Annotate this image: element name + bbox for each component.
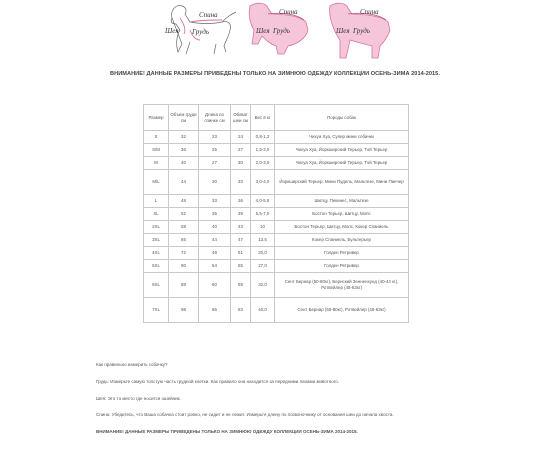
dog-neck-label: Шея [165,27,179,35]
cell-back-length: 23 [199,131,231,144]
cell-neck: 47 [231,234,251,247]
cell-breeds: Чихуа Хуа, Йоркширский Терьер, Той Терьер [275,144,409,157]
cell-neck: 36 [231,195,251,208]
cell-chest: 58 [169,221,199,234]
dog-back-label: Спина [199,11,218,19]
cell-chest: 32 [169,131,199,144]
header-neck: Обхват шеи см [231,105,251,131]
cell-weight: 20,0 [251,247,275,260]
cell-chest: 80 [169,260,199,273]
cell-weight: 0,8-1,2 [251,131,275,144]
cell-breeds: Кокер Спаниель, Бультерьер [275,234,409,247]
cell-neck: 51 [231,247,251,260]
note-chest: Грудь: Измерьте самую толстую часть грудной клетки. Как правило она находится за передними лапами животного. [96,379,339,384]
cell-neck: 33 [231,170,251,195]
size-table [143,104,409,323]
cell-weight: 4,0-5,5 [251,195,275,208]
cell-neck: 55 [231,260,251,273]
cell-weight: 10 [251,221,275,234]
cell-weight: 1,5-2,0 [251,144,275,157]
cell-neck: 59 [231,273,251,298]
cell-back-length: 30 [199,170,231,195]
cell-weight: 27,0 [251,260,275,273]
cell-breeds: Сент Бернар (50-80кг), Бернский Зенненхунд (40-44 кг), Ротвейлер (45-63кг) [275,273,409,298]
table-row [144,208,409,221]
table-row [144,273,409,298]
cell-size: L [144,195,169,208]
header-breeds: Породы собак [275,105,409,131]
table-row [144,157,409,170]
header-size: Размер [144,105,169,131]
cell-size: S/M [144,144,169,157]
table-row [144,260,409,273]
cell-chest: 44 [169,170,199,195]
cell-weight: 13,5 [251,234,275,247]
cell-size: S [144,131,169,144]
long-overall-back-label: Спина [360,8,379,16]
table-row [144,298,409,323]
cell-chest: 52 [169,208,199,221]
cell-chest: 36 [169,144,199,157]
top-warning: ВНИМАНИЕ! ДАННЫЕ РАЗМЕРЫ ПРИВЕДЕНЫ ТОЛЬКО НА ЗИМНЮЮ ОДЕЖДУ КОЛЛЕКЦИИ ОСЕНЬ-ЗИМА 2014-2015. [110,71,440,77]
cell-size: 4XL [144,247,169,260]
table-row [144,170,409,195]
cell-chest: 40 [169,157,199,170]
cell-weight: 5,5-7,0 [251,208,275,221]
cell-chest: 72 [169,247,199,260]
cell-size: 6XL [144,273,169,298]
cell-weight: 32,0 [251,273,275,298]
cell-breeds: Йоркширский Терьер, Мини Пудель, Мальтезе, Мини Пинчер [275,170,409,195]
cell-breeds: Сент Бернар (50-80кг), Ротвейлер (45-63кг) [275,298,409,323]
cell-neck: 30 [231,157,251,170]
cell-neck: 63 [231,298,251,323]
table-row [144,221,409,234]
cell-chest: 98 [169,298,199,323]
cell-back-length: 33 [199,195,231,208]
cell-neck: 39 [231,208,251,221]
cell-back-length: 54 [199,260,231,273]
cell-breeds: Голден Ретривер [275,260,409,273]
cell-back-length: 48 [199,247,231,260]
cell-breeds: Бостон Терьер, Шитцу, Мопс [275,208,409,221]
cell-back-length: 25 [199,144,231,157]
cell-back-length: 60 [199,273,231,298]
header-chest: Объем груди см [169,105,199,131]
cell-chest: 88 [169,273,199,298]
cell-size: 3XL [144,234,169,247]
cell-chest: 48 [169,195,199,208]
cell-weight: 3,0-4,0 [251,170,275,195]
short-overall-chest-label: Грудь [273,27,291,35]
table-row [144,144,409,157]
measurement-illustrations [0,0,550,62]
short-overall-back-label: Спина [279,8,298,16]
long-overall-neck-label: Шея [336,27,350,35]
cell-breeds: Чихуа Хуа, Йоркширский Терьер, Той Терьер [275,157,409,170]
note-how-to: Как правильно измерить собачку? [96,362,168,367]
cell-back-length: 27 [199,157,231,170]
cell-back-length: 40 [199,221,231,234]
cell-neck: 27 [231,144,251,157]
dog-chest-label: Грудь [192,28,210,36]
table-header-row [144,105,409,131]
cell-breeds: Бостон Терьер, Шитцу, Мопс, Кокер Спаниель [275,221,409,234]
bottom-warning: ВНИМАНИЕ! ДАННЫЕ РАЗМЕРЫ ПРИВЕДЕНЫ ТОЛЬКО НА ЗИМНЮЮ ОДЕЖДУ КОЛЛЕКЦИИ ОСЕНЬ-ЗИМА 2014-2015. [96,429,358,434]
cell-size: 2XL [144,221,169,234]
cell-back-length: 66 [199,298,231,323]
short-overall-neck-label: Шея [256,27,270,35]
cell-breeds: Чихуа Хуа, Супер мини собачки [275,131,409,144]
cell-chest: 65 [169,234,199,247]
table-row [144,234,409,247]
cell-weight: 40,0 [251,298,275,323]
cell-neck: 24 [231,131,251,144]
cell-weight: 2,0-3,0 [251,157,275,170]
table-row [144,247,409,260]
cell-size: M [144,157,169,170]
header-back-length: Длина по спинке см [199,105,231,131]
cell-neck: 43 [231,221,251,234]
table-row [144,195,409,208]
cell-breeds: Шитцу, Пекинес, Мальтезе [275,195,409,208]
cell-breeds: Голден Ретривер [275,247,409,260]
long-overall-chest-label: Грудь [353,27,371,35]
note-neck: Шея: Это то место где носится ошейник. [96,396,181,401]
header-weight: Вес в кг [251,105,275,131]
cell-size: XL [144,208,169,221]
cell-back-length: 36 [199,208,231,221]
cell-back-length: 44 [199,234,231,247]
table-row [144,131,409,144]
cell-size: 5XL [144,260,169,273]
cell-size: M/L [144,170,169,195]
cell-size: 7XL [144,298,169,323]
note-back: Спина: Убедитесь, что Ваша собачка стоит ровно, не сидит и не лежит. Измерьте длину по позвоночнику от основания шеи до начала хвоста. [96,412,394,417]
